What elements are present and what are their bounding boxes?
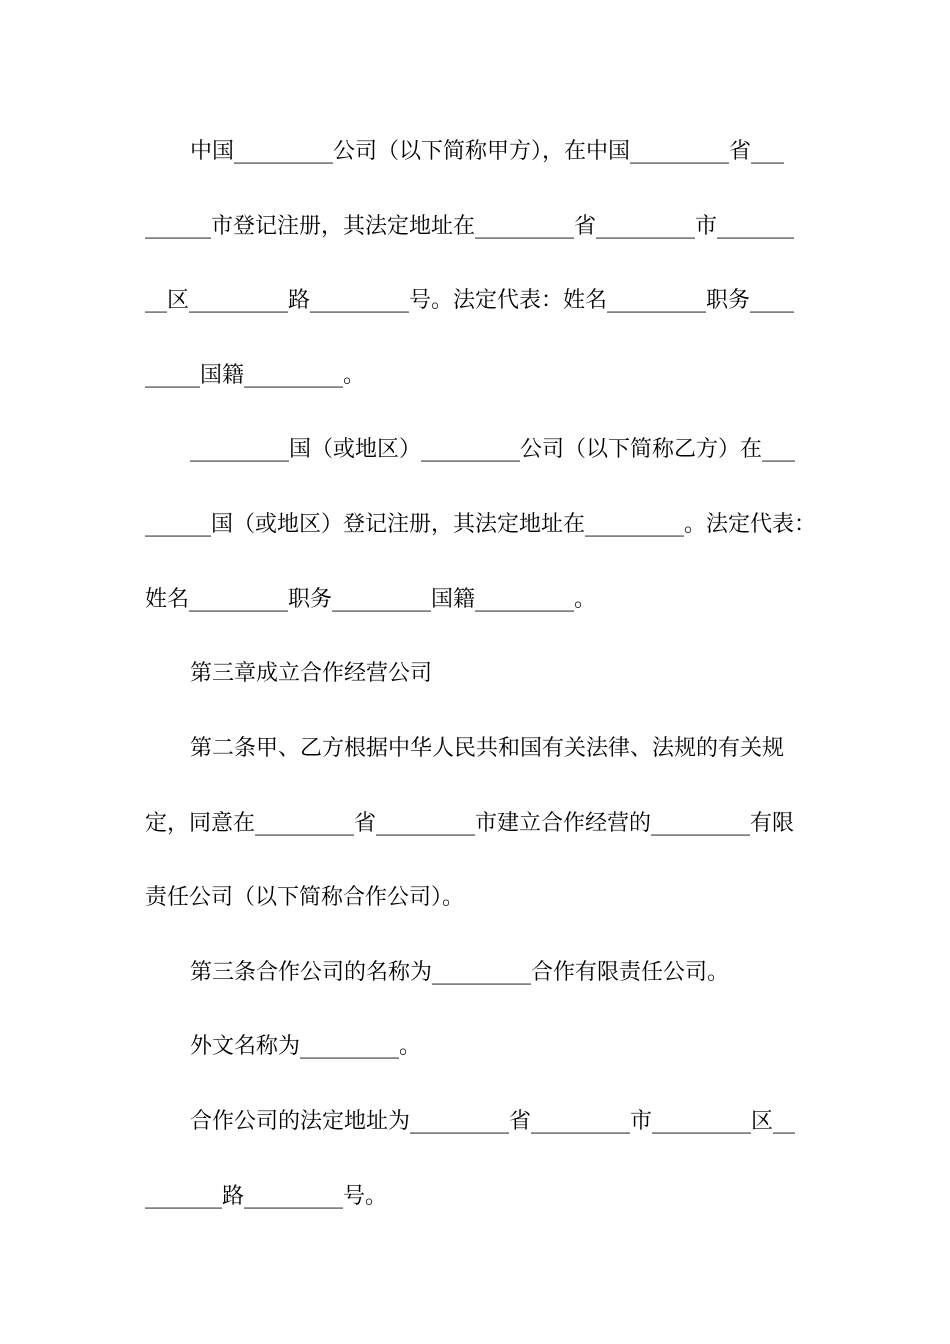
paragraph-line: 第二条甲、乙方根据中华人民共和国有关法律、法规的有关规 [190, 736, 785, 761]
paragraph-line: ______市登记注册，其法定地址在_________省_________市_______ [145, 214, 795, 239]
paragraph-line: 责任公司（以下简称合作公司）。 [145, 885, 465, 910]
paragraph-line: 姓名_________职务_________国籍_________。 [145, 587, 597, 612]
paragraph-line: _________国（或地区）_________公司（以下简称乙方）在___ [190, 437, 796, 462]
paragraph-line: 中国_________公司（以下简称甲方），在中国_________省___ [190, 139, 785, 164]
paragraph-line: 第三条合作公司的名称为_________合作有限责任公司。 [190, 960, 730, 985]
paragraph-line: 定，同意在_________省_________市建立合作经营的_________有限 [145, 811, 795, 836]
paragraph-line: __区_________路_________号。法定代表：姓名_________职务____ [145, 288, 795, 313]
paragraph-line: ______国（或地区）登记注册，其法定地址在_________。法定代表： [145, 512, 817, 537]
paragraph-line: _____国籍_________。 [145, 363, 366, 388]
paragraph-line: _______路_________号。 [145, 1184, 388, 1209]
paragraph-line: 外文名称为_________。 [190, 1034, 422, 1059]
chapter-heading: 第三章成立合作经营公司 [190, 661, 433, 686]
paragraph-line: 合作公司的法定地址为_________省_________市_________区__ [190, 1109, 796, 1134]
